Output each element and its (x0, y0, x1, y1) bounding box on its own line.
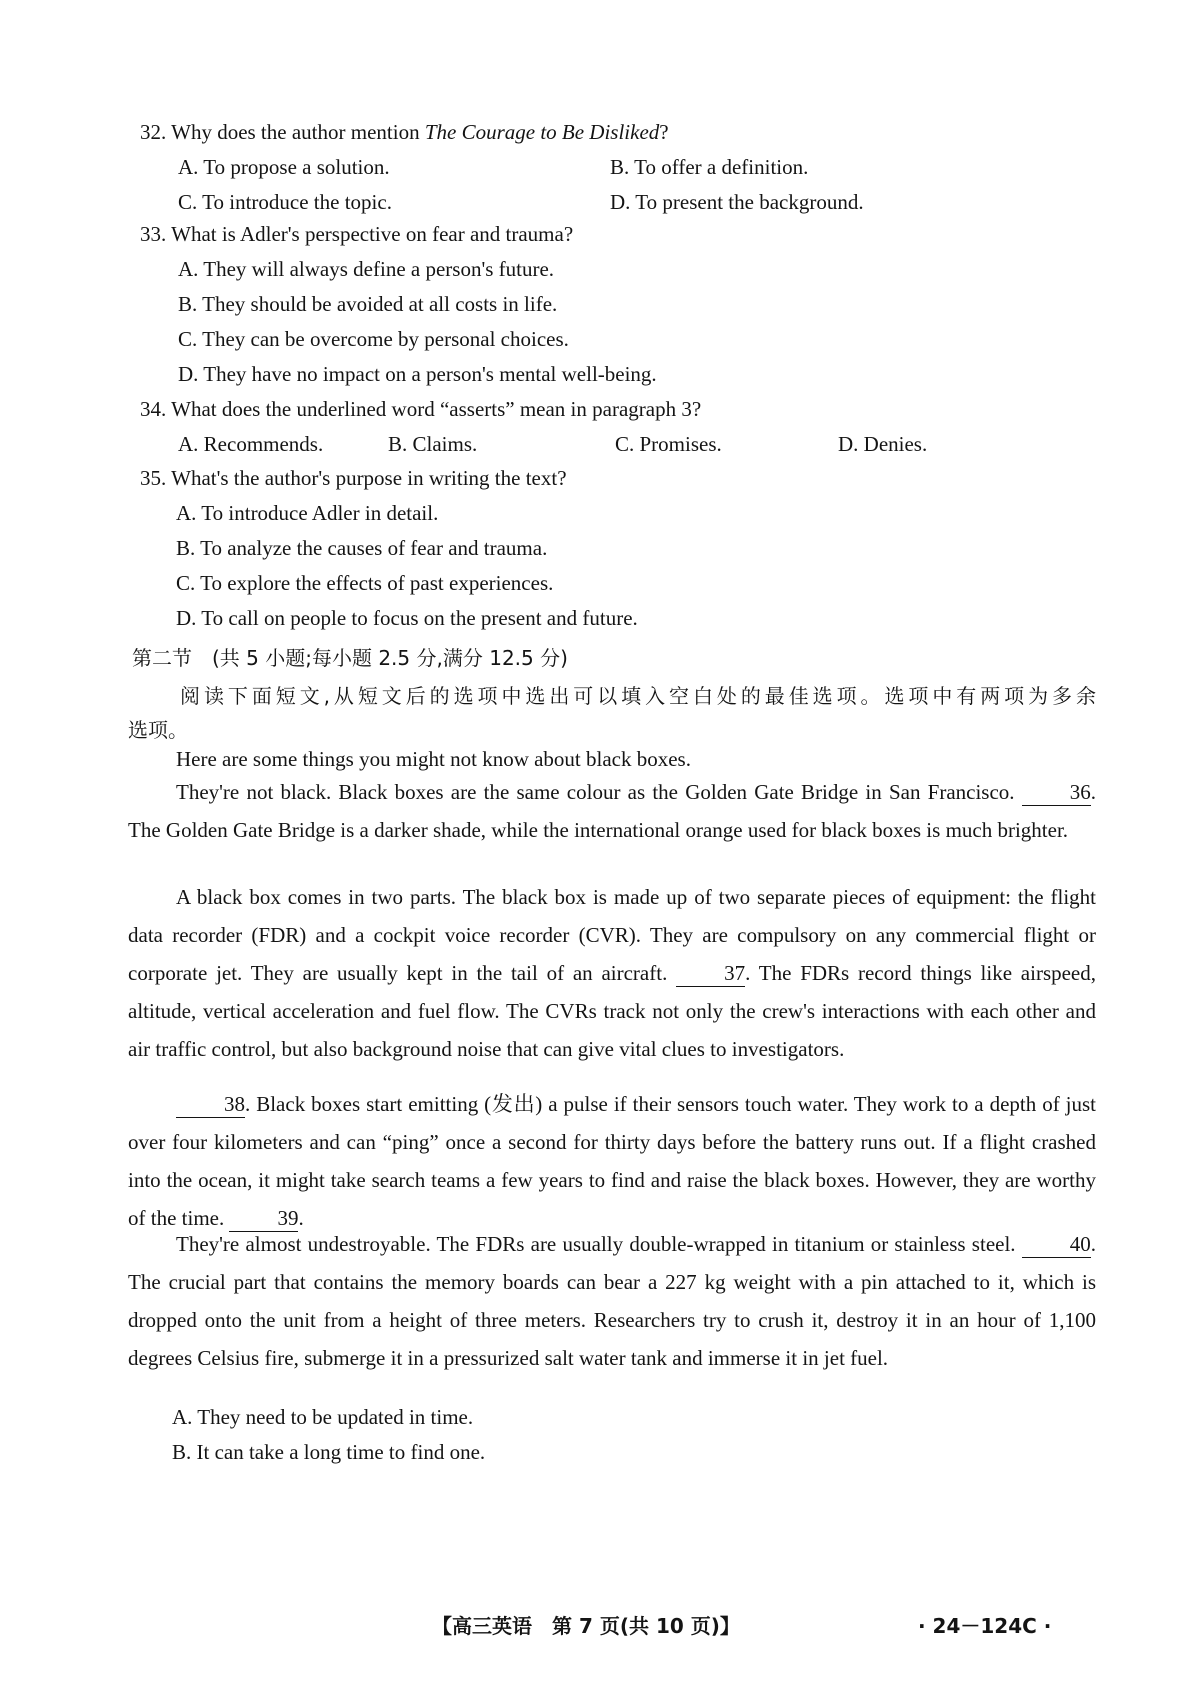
q33-option-d: D. They have no impact on a person's mental well-being. (178, 362, 657, 386)
section-instruction-line1: 阅读下面短文,从短文后的选项中选出可以填入空白处的最佳选项。选项中有两项为多余 (180, 684, 1096, 708)
blank-38[interactable]: 38 (176, 1091, 245, 1118)
question-35-stem: 35. What's the author's purpose in writing the text? (140, 466, 567, 490)
q33-option-c: C. They can be overcome by personal choices. (178, 327, 569, 351)
passage-paragraph-1: They're not black. Black boxes are the same colour as the Golden Gate Bridge in San Francisco. 36. The Golden Gate Bridge is a darker shade, while the international orange used for black boxes is much brighter. (128, 780, 1096, 842)
blank-36[interactable]: 36 (1022, 779, 1091, 806)
q34-option-b: B. Claims. (388, 432, 478, 456)
choice-b: B. It can take a long time to find one. (172, 1440, 486, 1464)
choice-a: A. They need to be updated in time. (172, 1405, 474, 1429)
blank-40[interactable]: 40 (1022, 1231, 1091, 1258)
q34-option-a: A. Recommends. (178, 432, 324, 456)
section-heading: 第二节 (共 5 小题;每小题 2.5 分,满分 12.5 分) (132, 646, 568, 670)
q32-option-d: D. To present the background. (610, 190, 864, 214)
q34-option-d: D. Denies. (838, 432, 928, 456)
q35-option-c: C. To explore the effects of past experiences. (176, 571, 554, 595)
section-instruction-line2: 选项。 (128, 718, 188, 742)
q32-option-a: A. To propose a solution. (178, 155, 390, 179)
page-footer-code: · 24－124C · (918, 1614, 1052, 1638)
question-32-text: 32. Why does the author mention (140, 120, 425, 144)
q34-option-c: C. Promises. (615, 432, 722, 456)
passage-paragraph-4: They're almost undestroyable. The FDRs are usually double-wrapped in titanium or stainless steel. 40. The crucial part that contains the memory boards can bear a 227 kg weight with a pin attached to it, which is dropped onto the unit from a height of three meters. Researchers try to crush it, destroy it in an hour of 1,100 degrees Celsius fire, submerge it in a pressurized salt water tank and immerse it in jet fuel. (128, 1232, 1097, 1370)
q35-option-a: A. To introduce Adler in detail. (176, 501, 439, 525)
q32-option-b: B. To offer a definition. (610, 155, 809, 179)
passage-paragraph-2: A black box comes in two parts. The black box is made up of two separate pieces of equipment: the flight data recorder (FDR) and a cockpit voice recorder (CVR). They are compulsory on any commercial flight or corporate jet. They are usually kept in the tail of an aircraft. 37. The FDRs record things like airspeed, altitude, vertical acceleration and fuel flow. The CVRs track not only the crew's interactions with each other and air traffic control, but also background noise that can give vital clues to investigators. (128, 885, 1097, 1061)
question-33-stem: 33. What is Adler's perspective on fear and trauma? (140, 222, 574, 246)
question-32-stem (140, 120, 669, 145)
q35-option-b: B. To analyze the causes of fear and trauma. (176, 536, 548, 560)
blank-39[interactable]: 39 (229, 1205, 298, 1232)
blank-37[interactable]: 37 (676, 960, 745, 987)
passage-intro: Here are some things you might not know about black boxes. (176, 747, 691, 771)
question-32-mark: ? (659, 120, 669, 144)
q33-option-a: A. They will always define a person's future. (178, 257, 555, 281)
book-title: The Courage to Be Disliked (424, 120, 660, 144)
q35-option-d: D. To call on people to focus on the present and future. (176, 606, 638, 630)
page-footer-label: 【高三英语 第 7 页(共 10 页)】 (432, 1614, 740, 1638)
q32-option-c: C. To introduce the topic. (178, 190, 392, 214)
question-34-stem: 34. What does the underlined word “asserts” mean in paragraph 3? (140, 397, 702, 421)
passage-paragraph-3: 38. Black boxes start emitting (发出) a pulse if their sensors touch water. They work to a depth of just over four kilometers and can “ping” once a second for thirty days before the battery runs out. If a flight crashed into the ocean, it might take search teams a few years to find and raise the black boxes. However, they are worthy of the time. 39. (128, 1092, 1096, 1230)
q33-option-b: B. They should be avoided at all costs in life. (178, 292, 558, 316)
